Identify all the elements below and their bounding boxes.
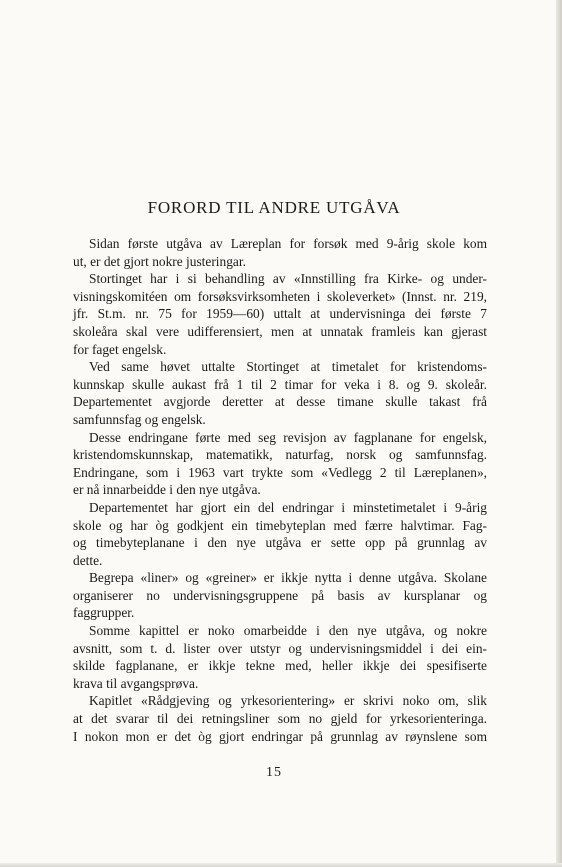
text-line: Kapitlet «Rådgjeving og yrkesorientering» er skrivi noko om, slik xyxy=(89,693,487,709)
text-line: krava til avgangsprøva. xyxy=(73,675,199,691)
text-line: faggrupper. xyxy=(73,605,135,621)
paragraph xyxy=(57,692,487,745)
paragraph xyxy=(57,429,487,499)
paragraph xyxy=(57,270,487,358)
text-line: organiserer no undervisningsgruppene på basis av kursplanar og xyxy=(73,587,487,603)
text-line: dette. xyxy=(73,552,103,568)
text-line: Stortinget har i si behandling av «Innstilling fra Kirke- og under- xyxy=(89,271,487,287)
page-number: 15 xyxy=(266,765,282,780)
paragraph xyxy=(57,358,487,428)
text-line: samfunnsfag og engelsk. xyxy=(73,411,206,427)
page-edge-shadow xyxy=(556,0,562,867)
text-line: Departementet har gjort ein del endringar i minstetimetalet i 9-årig xyxy=(89,499,487,515)
body-text xyxy=(57,235,487,745)
page-bottom-shadow xyxy=(0,863,562,867)
text-line: for faget engelsk. xyxy=(73,341,167,357)
text-line: avsnitt, som t. d. lister over utstyr og undervisningsmiddel i dei ein- xyxy=(73,640,487,656)
text-line: kristendomskunnskap, matematikk, naturfag, norsk og samfunnsfag. xyxy=(73,447,487,463)
text-line: skilde fagplanane, er ikkje tekne med, heller ikkje dei spesifiserte xyxy=(73,658,487,674)
text-line: Endringane, som i 1963 vart trykte som «Vedlegg 2 til Læreplanen», xyxy=(73,464,487,480)
text-line: Somme kapittel er noko omarbeidde i den nye utgåva, og nokre xyxy=(89,623,487,639)
page-heading: FORORD TIL ANDRE UTGÅVA xyxy=(147,198,401,217)
paragraph xyxy=(57,235,487,270)
text-line: visningskomitéen om forsøksvirksomheten i skoleverket» (Innst. nr. 219, xyxy=(73,288,487,304)
paragraph xyxy=(57,622,487,692)
text-line: Sidan første utgåva av Læreplan for forsøk med 9-årig skole kom xyxy=(89,236,487,251)
text-line: jfr. St.m. nr. 75 for 1959—60) uttalt at undervisninga dei første 7 xyxy=(73,306,487,322)
text-line: Desse endringane førte med seg revisjon av fagplanane for engelsk, xyxy=(89,429,487,445)
text-line: skoleåra skal vere udifferensiert, men at unnatak framleis kan gjerast xyxy=(73,323,487,339)
text-line: I nokon mon er det òg gjort endringar på grunnlag av røynslene som xyxy=(73,728,487,744)
text-line: skole og har òg godkjent ein timebyteplan med færre halvtimar. Fag- xyxy=(73,517,487,533)
paragraph xyxy=(57,499,487,569)
text-line: at det svarar til dei retningsliner som no gjeld for yrkesorienteringa. xyxy=(73,711,487,727)
text-line: Begrepa «liner» og «greiner» er ikkje nytta i denne utgåva. Skolane xyxy=(89,570,487,586)
text-line: er nå innarbeidde i den nye utgåva. xyxy=(73,482,261,498)
text-line: Departementet avgjorde deretter at desse timane skulle takast frå xyxy=(73,394,487,410)
paragraph xyxy=(57,569,487,622)
text-line: Ved same høvet uttalte Stortinget at timetalet for kristendoms- xyxy=(89,359,487,375)
text-line: kunnskap skulle aukast frå 1 til 2 timar for veka i 8. og 9. skoleår. xyxy=(73,376,487,392)
text-line: og timebyteplanane i den nye utgåva er sette opp på grunnlag av xyxy=(73,535,487,551)
text-line: ut, er det gjort nokre justeringar. xyxy=(73,253,246,269)
